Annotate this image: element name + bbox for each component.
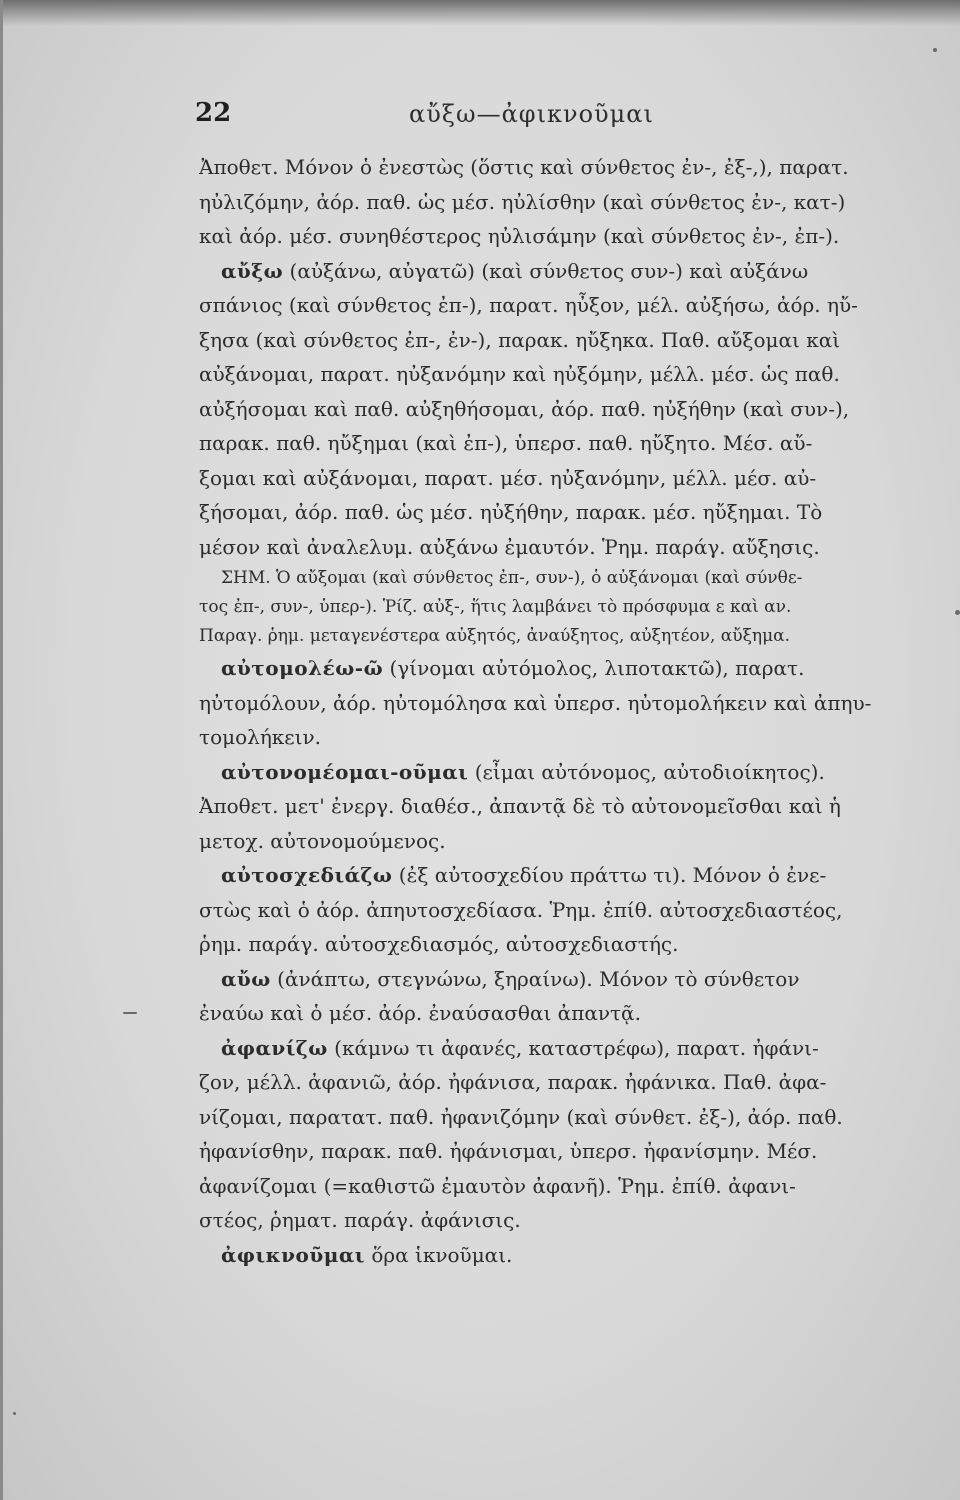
headword: αὔω bbox=[221, 966, 271, 991]
text-line: ἐναύω καὶ ὁ μέσ. ἀόρ. ἐναύσασθαι ἀπαντᾷ. bbox=[199, 1001, 641, 1025]
entry-headword-line bbox=[199, 962, 871, 997]
text-line: στέος, ῥηματ. παράγ. ἀφάνισις. bbox=[199, 1208, 521, 1232]
paper-speck bbox=[123, 1012, 137, 1014]
text-line: ξήσομαι, ἀόρ. παθ. ὡς μέσ. ηὐξήθην, παρακ. μέσ. ηὔξημαι. Τὸ bbox=[199, 500, 823, 524]
headword: αὔξω bbox=[221, 258, 284, 283]
text-line: ζον, μέλλ. ἀφανιῶ, ἀόρ. ἠφάνισα, παρακ. ἠφάνικα. Παθ. ἀφα- bbox=[199, 1070, 827, 1094]
text-line: ξησα (καὶ σύνθετος ἐπ-, ἐν-), παρακ. ηὔξηκα. Παθ. αὔξομαι καὶ bbox=[199, 327, 841, 352]
headword: ἀφικνοῦμαι bbox=[221, 1242, 365, 1267]
text-line: ηὐτομόλουν, ἀόρ. ηὐτομόλησα καὶ ὑπερσ. ηὐτομολήκειν καὶ ἀπηυ- bbox=[199, 690, 871, 715]
text-line: ἀφανίζομαι (=καθιστῶ ἐμαυτὸν ἀφανῆ). Ῥημ. ἐπίθ. ἀφανι- bbox=[199, 1173, 796, 1198]
text-line: τομολήκειν. bbox=[199, 725, 322, 749]
entry-text: (κάμνω τι ἀφανές, καταστρέφω), παρατ. ἠφάνι- bbox=[327, 1035, 819, 1060]
headword: ἀφανίζω bbox=[221, 1035, 328, 1060]
top-edge-shadow bbox=[3, 0, 960, 26]
text-line: τος ἐπ-, συν-, ὑπερ-). Ῥίζ. αὐξ-, ἥτις λαμβάνει τὸ πρόσφυμα ε καὶ αν. bbox=[199, 597, 792, 617]
paper-speck bbox=[955, 610, 960, 615]
dictionary-entries bbox=[199, 150, 871, 1272]
entry-headword-line bbox=[199, 1238, 871, 1273]
headword: αὐτοσχεδιάζω bbox=[221, 863, 393, 887]
page-number: 22 bbox=[195, 98, 232, 128]
entry-headword-line bbox=[199, 755, 871, 790]
text-line: σπάνιος (καὶ σύνθετος ἐπ-), παρατ. ηὖξον, μέλ. αὐξήσω, ἀόρ. ηὔ- bbox=[199, 293, 858, 317]
text-line: αὐξάνομαι, παρατ. ηὐξανόμην καὶ ηὐξόμην, μέλλ. μέσ. ὡς παθ. bbox=[199, 362, 840, 386]
text-line: ξομαι καὶ αὐξάνομαι, παρατ. μέσ. ηὐξανόμην, μέλλ. μέσ. αὐ- bbox=[199, 465, 817, 490]
entry-text: (ἀνάπτω, στεγνώνω, ξηραίνω). Μόνον τὸ σύνθετον bbox=[270, 966, 800, 991]
headword: αὐτονομέομαι-οῦμαι bbox=[221, 759, 469, 784]
entry-headword-line bbox=[199, 254, 871, 289]
text-line: ἠφανίσθην, παρακ. παθ. ἠφάνισμαι, ὑπερσ. ἠφανίσμην. Μέσ. bbox=[199, 1139, 818, 1163]
text-line: καὶ ἀόρ. μέσ. συνηθέστερος ηὐλισάμην (καὶ σύνθετος ἐν-, ἐπ-). bbox=[199, 224, 840, 248]
text-line: Ἀποθετ. Μόνον ὁ ἐνεστὼς (ὅστις καὶ σύνθετος ἐν-, ἐξ-,), παρατ. bbox=[199, 155, 849, 179]
entry-text: ὅρα ἱκνοῦμαι. bbox=[364, 1242, 513, 1267]
page-header bbox=[195, 98, 875, 138]
headword: αὐτομολέω-ῶ bbox=[221, 656, 384, 680]
text-line: ῥημ. παράγ. αὐτοσχεδιασμός, αὐτοσχεδιαστής. bbox=[199, 932, 679, 956]
entry-headword-line bbox=[199, 651, 871, 686]
entry-text: (γίνομαι αὐτόμολος, λιποτακτῶ), παρατ. bbox=[383, 656, 805, 680]
paper-speck bbox=[933, 48, 937, 52]
text-line: μετοχ. αὐτονομούμενος. bbox=[199, 828, 446, 853]
text-line: αὐξήσομαι καὶ παθ. αὐξηθήσομαι, ἀόρ. παθ. ηὐξήθην (καὶ συν-), bbox=[199, 396, 850, 421]
text-line: στὼς καὶ ὁ ἀόρ. ἀπηυτοσχεδίασα. Ῥημ. ἐπίθ. αὐτοσχεδιαστέος, bbox=[199, 897, 843, 922]
text-line: Παραγ. ῥημ. μεταγενέστερα αὐξητός, ἀναύξητος, αὐξητέον, αὔξημα. bbox=[199, 626, 791, 646]
text-line: ηὐλιζόμην, ἀόρ. παθ. ὡς μέσ. ηὐλίσθην (καὶ σύνθετος ἐν-, κατ-) bbox=[199, 189, 846, 214]
running-head: αὔξω—ἀφικνοῦμαι bbox=[409, 100, 654, 128]
entry-text: (εἶμαι αὐτόνομος, αὐτοδιοίκητος). bbox=[468, 759, 825, 784]
text-line: μέσον καὶ ἀναλελυμ. αὐξάνω ἐμαυτόν. Ῥημ. παράγ. αὔξησις. bbox=[199, 534, 820, 559]
paper-speck bbox=[13, 1412, 16, 1415]
entry-headword-line bbox=[199, 858, 871, 893]
text-line: παρακ. παθ. ηὔξημαι (καὶ ἐπ-), ὑπερσ. παθ. ηὔξητο. Μέσ. αὔ- bbox=[199, 431, 813, 455]
entry-headword-line bbox=[199, 1031, 871, 1066]
text-line: ΣΗΜ. Ὁ αὔξομαι (καὶ σύνθετος ἐπ-, συν-), ὁ αὐξάνομαι (καὶ σύνθε- bbox=[221, 568, 803, 588]
text-line: νίζομαι, παρατατ. παθ. ἠφανιζόμην (καὶ σύνθετ. ἐξ-), ἀόρ. παθ. bbox=[199, 1104, 843, 1129]
text-line: Ἀποθετ. μετ' ἐνεργ. διαθέσ., ἀπαντᾷ δὲ τὸ αὐτονομεῖσθαι καὶ ἡ bbox=[199, 794, 841, 818]
entry-text: (αὐξάνω, αὐγατῶ) (καὶ σύνθετος συν-) καὶ αὐξάνω bbox=[283, 258, 809, 283]
entry-text: (ἐξ αὐτοσχεδίου πράττω τι). Μόνον ὁ ἐνε- bbox=[392, 863, 827, 887]
